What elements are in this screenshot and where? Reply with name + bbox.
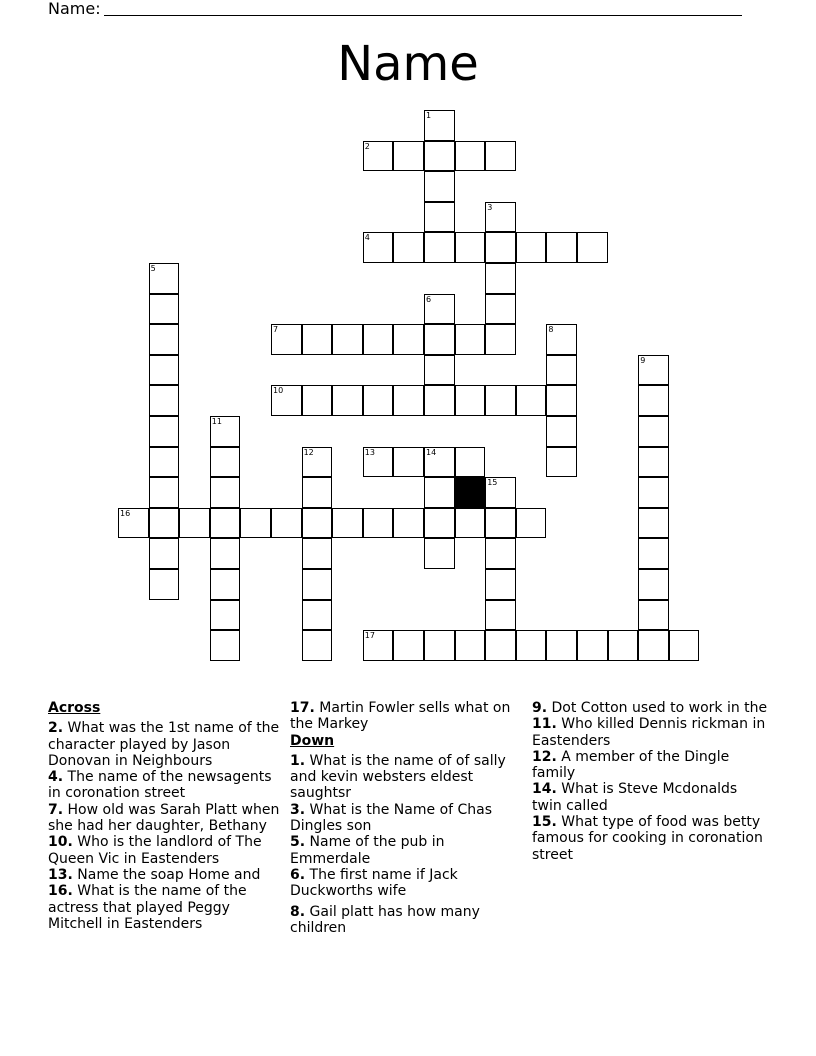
grid-cell[interactable] xyxy=(149,355,180,386)
grid-cell[interactable] xyxy=(424,447,455,478)
clue-number: 3 xyxy=(487,202,493,212)
grid-cell[interactable] xyxy=(485,508,516,539)
down-heading: Down xyxy=(290,732,335,749)
grid-cell[interactable] xyxy=(638,538,669,569)
clue-number: 11 xyxy=(211,417,222,426)
grid-cell[interactable] xyxy=(638,385,669,416)
grid-cell[interactable] xyxy=(516,630,547,661)
grid-cell[interactable] xyxy=(516,508,547,539)
clue-number: 16 xyxy=(120,508,131,518)
grid-cell[interactable] xyxy=(149,508,180,539)
grid-cell[interactable] xyxy=(149,447,180,478)
grid-cell[interactable] xyxy=(210,508,241,539)
clue-column-3 xyxy=(532,700,768,863)
grid-cell[interactable] xyxy=(424,294,455,325)
grid-cell[interactable] xyxy=(302,508,333,539)
grid-cell[interactable] xyxy=(485,477,516,508)
page-title: Name xyxy=(337,36,479,92)
grid-cell[interactable] xyxy=(485,630,516,661)
grid-cell[interactable] xyxy=(424,385,455,416)
grid-cell[interactable] xyxy=(485,324,516,355)
grid-cell[interactable] xyxy=(455,385,486,416)
grid-cell[interactable] xyxy=(149,294,180,325)
clue-number: 15 xyxy=(487,478,498,488)
grid-cell[interactable] xyxy=(455,232,486,263)
grid-cell[interactable] xyxy=(485,202,516,233)
grid-cell[interactable] xyxy=(638,508,669,539)
grid-cell[interactable] xyxy=(149,324,180,355)
grid-cell[interactable] xyxy=(577,232,608,263)
grid-cell[interactable] xyxy=(546,324,577,355)
grid-cell[interactable] xyxy=(149,416,180,447)
clue-down-11: 11. Who killed Dennis rickman in Eastenders xyxy=(532,716,766,749)
clue-number: 10 xyxy=(273,386,284,396)
clue-down-9: 9. Dot Cotton used to work in the xyxy=(532,700,768,716)
grid-cell[interactable] xyxy=(302,477,333,508)
grid-cell[interactable] xyxy=(363,385,394,416)
grid-cell[interactable] xyxy=(271,508,302,539)
grid-cell[interactable] xyxy=(302,600,333,631)
grid-cell[interactable] xyxy=(485,294,516,325)
clue-number: 4 xyxy=(364,233,370,243)
grid-cell[interactable] xyxy=(332,385,363,416)
clue-column-2 xyxy=(290,700,522,936)
grid-cell[interactable] xyxy=(302,538,333,569)
grid-cell[interactable] xyxy=(455,630,486,661)
grid-cell[interactable] xyxy=(455,508,486,539)
clue-across-4: 4. The name of the newsagents in coronation street xyxy=(48,769,272,802)
grid-cell[interactable] xyxy=(424,171,455,202)
grid-cell[interactable] xyxy=(424,355,455,386)
grid-cell[interactable] xyxy=(393,447,424,478)
grid-cell[interactable] xyxy=(455,447,486,478)
grid-cell[interactable] xyxy=(485,263,516,294)
clue-number: 5 xyxy=(150,264,156,273)
clue-down-12: 12. A member of the Dingle family xyxy=(532,748,730,782)
grid-cell[interactable] xyxy=(455,324,486,355)
clue-number: 8 xyxy=(548,325,554,335)
clue-down-6: 6. The first name if Jack Duckworths wife xyxy=(290,866,458,900)
grid-cell[interactable] xyxy=(363,447,394,478)
grid-cell[interactable] xyxy=(546,447,577,478)
clue-number: 7 xyxy=(273,325,279,335)
grid-cell[interactable] xyxy=(424,538,455,569)
grid-cell[interactable] xyxy=(485,569,516,600)
name-label: Name: xyxy=(48,0,101,18)
clue-across-2: 2. What was the 1st name of the character played by Jason Donovan in Neighbours xyxy=(48,720,280,769)
grid-cell[interactable] xyxy=(424,141,455,172)
grid-cell[interactable] xyxy=(424,508,455,539)
grid-cell[interactable] xyxy=(393,324,424,355)
grid-cell[interactable] xyxy=(393,508,424,539)
grid-cell[interactable] xyxy=(332,508,363,539)
grid-cell[interactable] xyxy=(485,232,516,263)
grid-cell[interactable] xyxy=(210,416,241,447)
clue-down-8: 8. Gail platt has how many children xyxy=(290,903,480,936)
clue-number: 2 xyxy=(364,141,370,151)
grid-cell[interactable] xyxy=(302,630,333,661)
grid-cell[interactable] xyxy=(149,477,180,508)
grid-cell[interactable] xyxy=(546,355,577,386)
grid-cell[interactable] xyxy=(485,141,516,172)
grid-cell[interactable] xyxy=(302,447,333,478)
grid-cell[interactable] xyxy=(149,385,180,416)
grid-cell[interactable] xyxy=(302,569,333,600)
grid-cell[interactable] xyxy=(424,202,455,233)
clue-number: 6 xyxy=(426,294,432,304)
grid-cell[interactable] xyxy=(638,569,669,600)
grid-cell[interactable] xyxy=(669,630,700,661)
grid-cell[interactable] xyxy=(271,385,302,416)
clue-across-13: 13. Name the soap Home and xyxy=(48,866,261,883)
grid-cell[interactable] xyxy=(638,355,669,386)
grid-cell[interactable] xyxy=(210,538,241,569)
clue-across-16: 16. What is the name of the actress that played Peggy Mitchell in Eastenders xyxy=(48,883,247,932)
clue-down-1: 1. What is the name of of sally and kevin websters eldest saughtsr xyxy=(290,752,506,802)
clue-column-1 xyxy=(48,700,280,932)
grid-cell[interactable] xyxy=(485,600,516,631)
grid-cell[interactable] xyxy=(332,324,363,355)
clue-number: 13 xyxy=(364,447,375,457)
grid-cell[interactable] xyxy=(424,477,455,508)
grid-cell[interactable] xyxy=(363,630,394,661)
clue-down-14: 14. What is Steve Mcdonalds twin called xyxy=(532,781,738,814)
grid-cell[interactable] xyxy=(516,385,547,416)
grid-cell[interactable] xyxy=(149,538,180,569)
grid-cell[interactable] xyxy=(546,630,577,661)
clue-number: 12 xyxy=(303,447,314,457)
black-square xyxy=(455,477,486,508)
clue-across-17: 17. Martin Fowler sells what on the Markey xyxy=(290,700,511,733)
grid-cell[interactable] xyxy=(271,324,302,355)
across-heading: Across xyxy=(48,700,101,716)
grid-cell[interactable] xyxy=(424,630,455,661)
clue-number: 9 xyxy=(640,355,646,365)
grid-cell[interactable] xyxy=(363,508,394,539)
grid-cell[interactable] xyxy=(546,232,577,263)
grid-cell[interactable] xyxy=(302,324,333,355)
grid-cell[interactable] xyxy=(363,141,394,172)
grid-cell[interactable] xyxy=(240,508,271,539)
grid-cell[interactable] xyxy=(118,508,149,539)
grid-cell[interactable] xyxy=(363,324,394,355)
grid-cell[interactable] xyxy=(393,385,424,416)
grid-cell[interactable] xyxy=(424,232,455,263)
grid-cell[interactable] xyxy=(149,263,180,294)
clue-number: 1 xyxy=(426,111,432,120)
grid-cell[interactable] xyxy=(210,447,241,478)
grid-cell[interactable] xyxy=(638,477,669,508)
grid-cell[interactable] xyxy=(149,569,180,600)
clue-down-3: 3. What is the Name of Chas Dingles son xyxy=(290,801,493,835)
grid-cell[interactable] xyxy=(179,508,210,539)
grid-cell[interactable] xyxy=(608,630,639,661)
grid-cell[interactable] xyxy=(638,416,669,447)
grid-cell[interactable] xyxy=(485,538,516,569)
grid-cell[interactable] xyxy=(424,110,455,141)
grid-cell[interactable] xyxy=(485,385,516,416)
grid-cell[interactable] xyxy=(393,141,424,172)
grid-cell[interactable] xyxy=(363,232,394,263)
grid-cell[interactable] xyxy=(455,141,486,172)
grid-cell[interactable] xyxy=(546,385,577,416)
clue-across-10: 10. Who is the landlord of The Queen Vic in Eastenders xyxy=(48,834,262,867)
clue-number: 14 xyxy=(426,447,437,457)
grid-cell[interactable] xyxy=(424,324,455,355)
grid-cell[interactable] xyxy=(393,630,424,661)
grid-cell[interactable] xyxy=(638,600,669,631)
grid-cell[interactable] xyxy=(302,385,333,416)
grid-cell[interactable] xyxy=(210,600,241,631)
grid-cell[interactable] xyxy=(516,232,547,263)
grid-cell[interactable] xyxy=(393,232,424,263)
grid-cell[interactable] xyxy=(638,447,669,478)
grid-cell[interactable] xyxy=(210,569,241,600)
clue-number: 17 xyxy=(364,631,375,641)
clue-down-15: 15. What type of food was betty famous for cooking in coronation street xyxy=(532,814,763,863)
clue-across-7: 7. How old was Sarah Platt when she had her daughter, Bethany xyxy=(48,801,280,835)
grid-cell[interactable] xyxy=(546,416,577,447)
grid-cell[interactable] xyxy=(210,630,241,661)
grid-cell[interactable] xyxy=(210,477,241,508)
grid-cell[interactable] xyxy=(638,630,669,661)
clue-down-5: 5. Name of the pub in Emmerdale xyxy=(290,834,445,867)
grid-cell[interactable] xyxy=(577,630,608,661)
